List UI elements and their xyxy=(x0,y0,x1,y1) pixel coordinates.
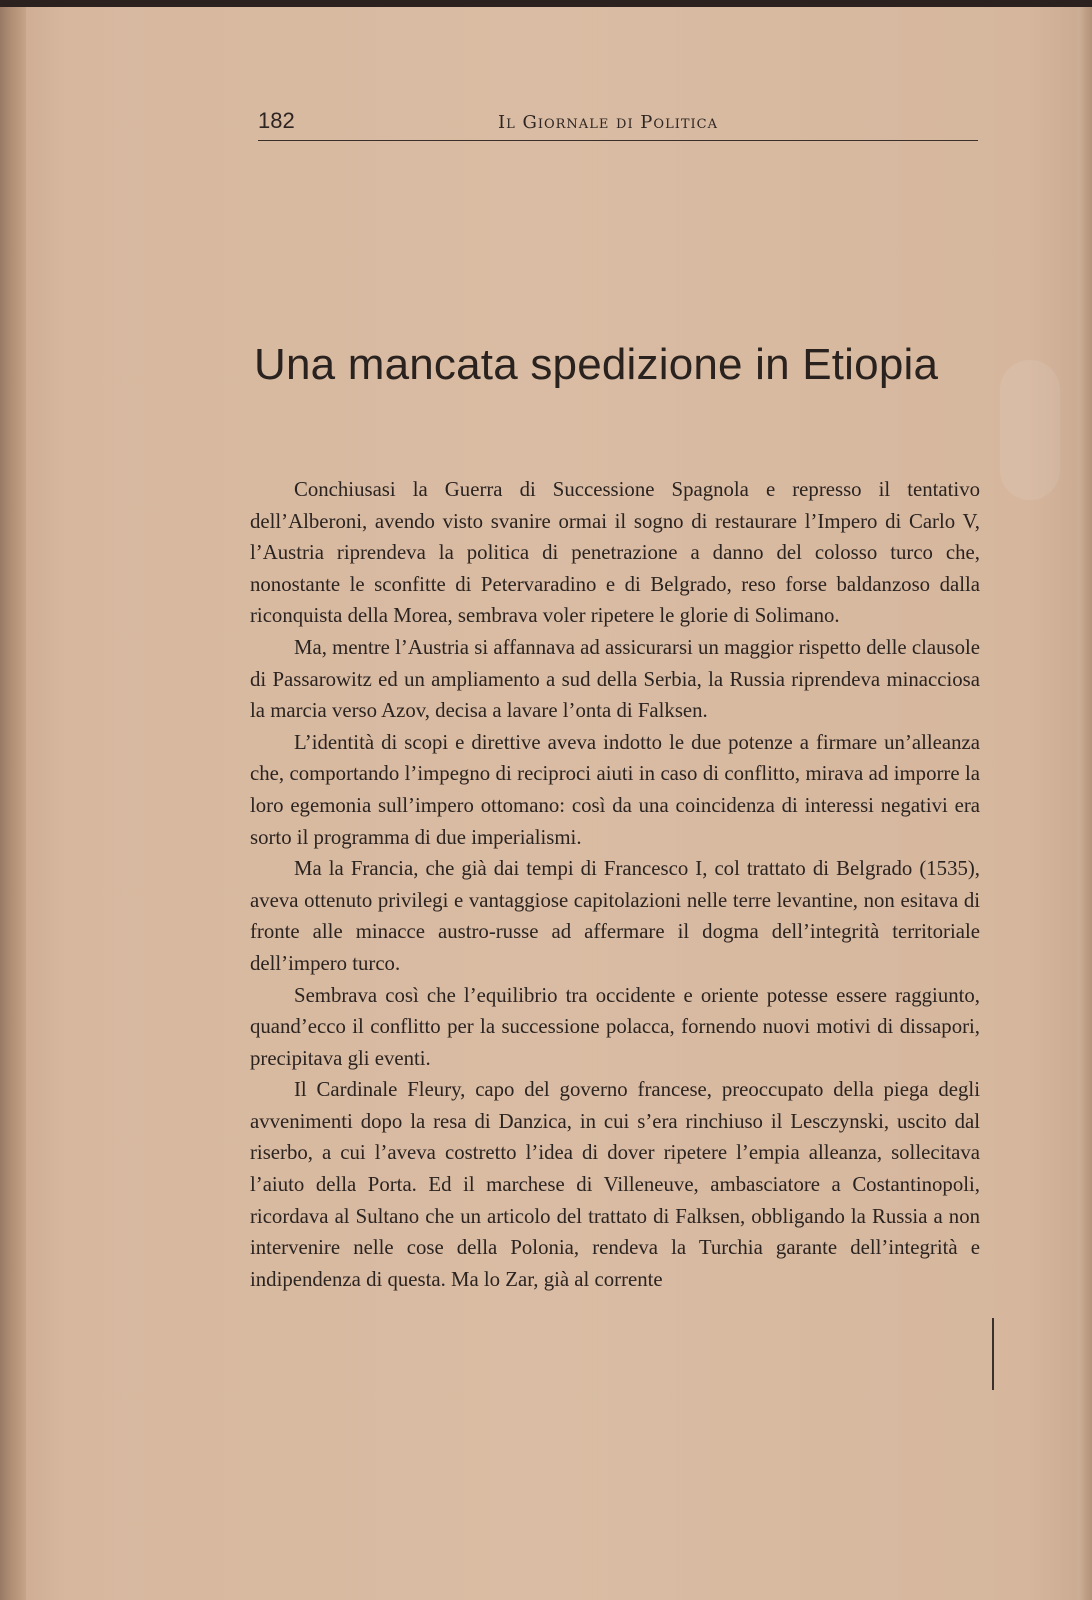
page-number: 182 xyxy=(258,108,295,133)
paper-stain xyxy=(1000,360,1060,500)
page-top-edge xyxy=(0,0,1092,7)
paragraph: Ma la Francia, che già dai tempi di Francesco I, col trattato di Belgrado (1535), aveva ottenuto privilegi e vantaggiose capitolazioni nelle terre levantine, non esitava di fronte alle minacce austro-russe ad affermare il dogma dell’integrità territoriale dell’impero turco. xyxy=(250,857,980,975)
paragraph: Sembrava così che l’equilibrio tra occidente e oriente potesse essere raggiunto, quand’ecco il conflitto per la successione polacca, fornendo nuovi motivi di dissapori, precipitava gli eventi. xyxy=(250,983,980,1070)
journal-name: Il Giornale di Politica xyxy=(498,112,718,133)
article-title: Una mancata spedizione in Etiopia xyxy=(254,340,939,389)
paragraph: Ma, mentre l’Austria si affannava ad assicurarsi un maggior rispetto delle clausole di Passarowitz ed un ampliamento a sud della Serbia, la Russia riprendeva minacciosa la marcia verso Azov, decisa a lavare l’onta di Falksen. xyxy=(250,635,980,723)
paragraph: L’identità di scopi e direttive aveva indotto le due potenze a firmare un’alleanza che, comportando l’impegno di reciproci aiuti in caso di conflitto, mirava ad imporre la loro egemonia sull’impero ottomano: così da una coincidenza di interessi negativi era sorto il programma di due imperialismi. xyxy=(250,730,980,849)
page-binding-edge xyxy=(0,0,26,1600)
article-body xyxy=(250,474,980,1295)
page-right-edge xyxy=(1078,0,1092,1600)
paragraph: Conchiusasi la Guerra di Successione Spagnola e represso il tentativo dell’Alberoni, avendo visto svanire ormai il sogno di restaurare l’Impero di Carlo V, l’Austria riprendeva la politica di penetrazione a danno del colosso turco che, nonostante le sconfitte di Petervaradino e di Belgrado, reso forse baldanzoso dalla riconquista della Morea, sembrava voler ripetere le glorie di Solimano. xyxy=(250,478,980,628)
running-head xyxy=(258,104,978,141)
paragraph: Il Cardinale Fleury, capo del governo francese, preoccupato della piega degli avvenimenti dopo la resa di Danzica, in cui s’era rinchiuso il Lesczynski, uscito dal riserbo, a cui l’aveva costretto l’idea di dover ripetere l’empia alleanza, sollecitava l’aiuto della Porta. Ed il marchese di Villeneuve, ambasciatore a Costantinopoli, ricordava al Sultano che un articolo del trattato di Falksen, obbligando la Russia a non intervenire nelle cose della Polonia, rendeva la Turchia garante dell’integrità e indipendenza di questa. Ma lo Zar, già al corrente xyxy=(250,1078,980,1291)
margin-mark xyxy=(992,1318,994,1390)
